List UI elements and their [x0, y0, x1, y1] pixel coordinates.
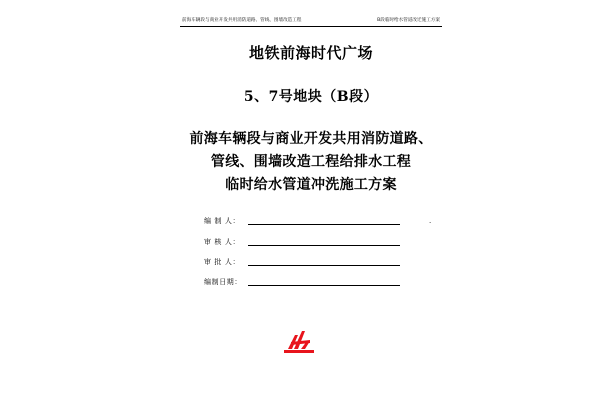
signature-row-reviewer	[204, 236, 444, 248]
signature-label: 编制日期：	[204, 278, 242, 286]
signature-line	[248, 245, 400, 246]
signature-label: 编 制 人：	[204, 217, 241, 225]
signature-row-compiler	[204, 215, 444, 227]
signature-row-approver	[204, 256, 444, 268]
block-title: 5、7号地块（B段）	[243, 89, 379, 105]
header-rule	[180, 26, 442, 27]
running-header	[180, 16, 442, 26]
trailing-mark: .	[429, 217, 432, 225]
signature-line	[248, 285, 400, 286]
document-title-line-1: 前海车辆段与商业开发共用消防道路、	[189, 131, 433, 147]
company-logo-icon	[282, 328, 316, 354]
header-right-text: B段临时给水管道改迁施工方案	[377, 18, 440, 23]
document-title-line-3: 临时给水管道冲洗施工方案	[225, 177, 397, 193]
signature-label: 审 核 人：	[204, 238, 241, 246]
project-title: 地铁前海时代广场	[248, 44, 373, 62]
signature-row-date	[204, 276, 444, 288]
header-left-text: 前海车辆段与商业开发共用消防道路、管线、围墙改造工程	[182, 18, 302, 23]
signature-line	[248, 224, 400, 225]
document-page	[180, 10, 442, 398]
signature-label: 审 批 人：	[204, 258, 241, 266]
signature-line	[248, 265, 400, 266]
document-title-line-2: 管线、围墙改造工程给排水工程	[210, 154, 412, 170]
